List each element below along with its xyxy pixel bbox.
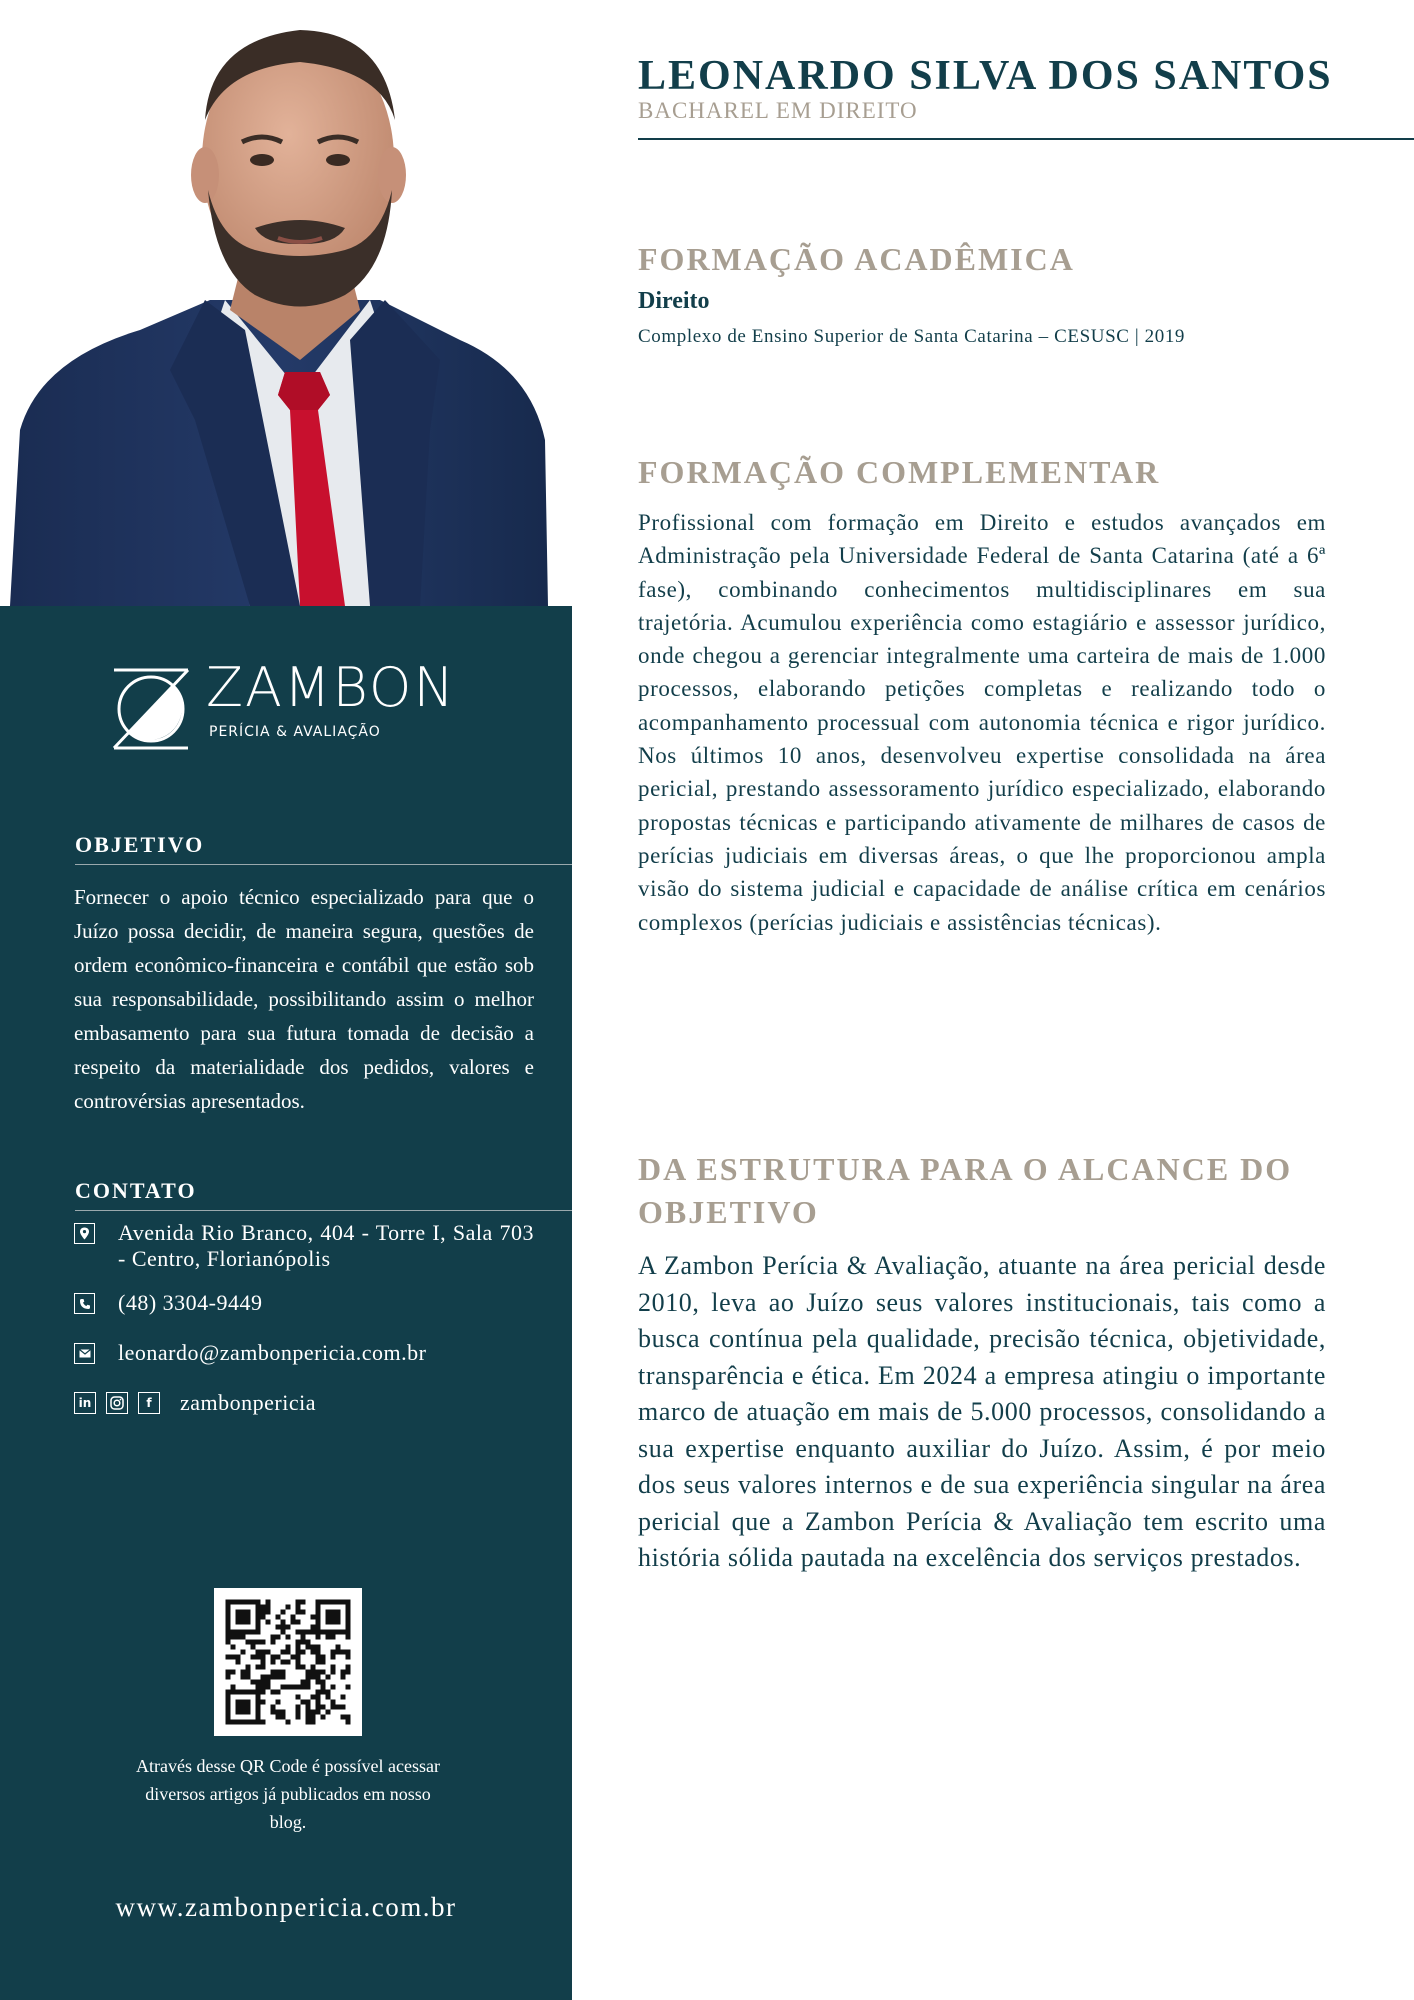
profile-photo (0, 0, 572, 606)
website-link[interactable]: www.zambonpericia.com.br (115, 1892, 457, 1922)
institution: Complexo de Ensino Superior de Santa Catarina – CESUSC | 2019 (638, 326, 1186, 347)
person-name: LEONARDO SILVA DOS SANTOS (638, 53, 1333, 99)
contact-address (74, 1220, 534, 1276)
complementary-text: Profissional com formação em Direito e estudos avançados em Administração pela Universidade Federal de Santa Catarina (até a 6ª fase), combinando conhecimentos multidisciplinares em sua trajetória. Acumulou experiência como estagiário e assessor jurídico, onde chegou a gerenciar integralmente uma carteira de mais de 1.000 processos, elaborando petições completas e realizando todo o acompanhamento processual com autonomia técnica e rigor jurídico. Nos últimos 10 anos, desenvolveu expertise consolidada na área pericial, prestando assessoramento jurídico especializado, elaborando propostas técnicas e participando ativamente de milhares de casos de perícias judiciais em diversas áreas, o que lhe proporcionou ampla visão do sistema judicial e capacidade de análise crítica em cenários complexos (perícias judiciais e assistências técnicas). (638, 510, 1326, 935)
sidebar (0, 606, 572, 2000)
address-text: Avenida Rio Branco, 404 - Torre I, Sala 703 - Centro, Florianópolis (118, 1220, 534, 1271)
email-icon (74, 1343, 95, 1364)
social-row (74, 1390, 534, 1416)
objective-heading: OBJETIVO (75, 832, 572, 865)
structure-heading: DA ESTRUTURA PARA O ALCANCE DO OBJETIVO (638, 1151, 1293, 1230)
social-handle[interactable]: zambonpericia (180, 1390, 316, 1415)
contact-email[interactable] (74, 1340, 534, 1368)
zambon-logo (110, 656, 480, 754)
contact-heading: CONTATO (75, 1178, 572, 1211)
education-heading: FORMAÇÃO ACADÊMICA (638, 241, 1075, 277)
complementary-heading: FORMAÇÃO COMPLEMENTAR (638, 454, 1161, 490)
phone-icon (74, 1293, 95, 1314)
facebook-icon[interactable]: f (138, 1392, 160, 1414)
location-pin-icon (74, 1223, 95, 1244)
contact-phone[interactable] (74, 1290, 534, 1318)
header-divider (638, 138, 1414, 140)
email-text[interactable]: leonardo@zambonpericia.com.br (118, 1340, 427, 1365)
degree: Direito (638, 288, 710, 314)
phone-text[interactable]: (48) 3304-9449 (118, 1290, 263, 1315)
person-title: BACHAREL EM DIREITO (638, 98, 918, 123)
instagram-icon[interactable] (106, 1392, 128, 1414)
objective-text: Fornecer o apoio técnico especializado para que o Juízo possa decidir, de maneira segura, questões de ordem econômico-financeira e contábil que estão sob sua responsabilidade, possibilitando assim o melhor embasamento para sua futura tomada de decisão a respeito da materialidade dos pedidos, valores e controvérsias apresentados. (74, 885, 534, 1113)
logo-mark-icon (110, 666, 192, 752)
qr-caption: Através desse QR Code é possível acessar diversos artigos já publicados em nosso blog. (136, 1756, 440, 1832)
structure-text: A Zambon Perícia & Avaliação, atuante na área pericial desde 2010, leva ao Juízo seus valores institucionais, tais como a busca contínua pela qualidade, precisão técnica, objetividade, transparência e ética. Em 2024 a empresa atingiu o importante marco de atuação em mais de 5.000 processos, consolidando a sua expertise enquanto auxiliar do Juízo. Assim, é por meio dos seus valores internos e de sua experiência singular na área pericial que a Zambon Perícia & Avaliação tem escrito uma história sólida pautada na excelência dos serviços prestados. (638, 1251, 1326, 1572)
qr-code[interactable] (214, 1588, 362, 1736)
logo-name: ZAMBON (206, 656, 456, 719)
logo-tagline: PERÍCIA & AVALIAÇÃO (209, 724, 381, 740)
linkedin-icon[interactable]: in (74, 1392, 96, 1414)
